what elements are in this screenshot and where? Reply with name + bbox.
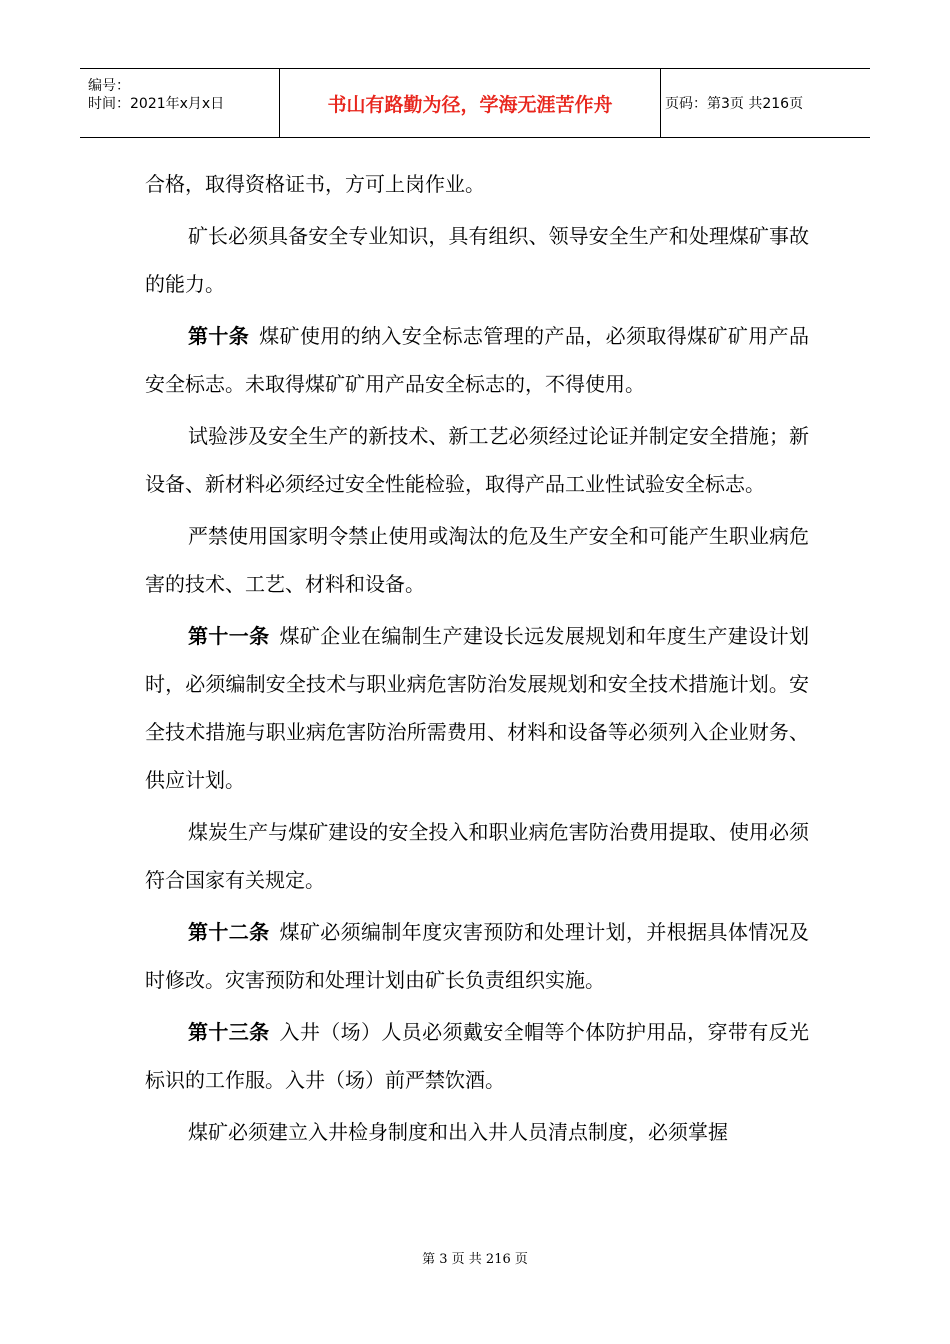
article-number: 第十三条 (188, 1020, 270, 1044)
paragraph-text: 严禁使用国家明令禁止使用或淘汰的危及生产安全和可能产生职业病危害的技术、工艺、材料和设备。 (145, 524, 809, 596)
document-body (145, 160, 809, 1160)
paragraph (145, 612, 809, 804)
paragraph (145, 212, 809, 308)
paragraph-text: 煤炭生产与煤矿建设的安全投入和职业病危害防治费用提取、使用必须符合国家有关规定。 (145, 820, 809, 892)
paragraph (145, 1108, 809, 1156)
header-meta-cell (80, 69, 280, 137)
article-number: 第十条 (188, 324, 250, 348)
paragraph-text: 合格，取得资格证书，方可上岗作业。 (145, 172, 485, 196)
page-footer (0, 1248, 950, 1267)
paragraph (145, 908, 809, 1004)
paragraph-text: 煤矿使用的纳入安全标志管理的产品，必须取得煤矿矿用产品安全标志。未取得煤矿矿用产品安全标志的，不得使用。 (145, 324, 810, 396)
paragraph-text: 试验涉及安全生产的新技术、新工艺必须经过论证并制定安全措施；新设备、新材料必须经过安全性能检验，取得产品工业性试验安全标志。 (145, 424, 809, 496)
header-motto: 书山有路勤为径，学海无涯苦作舟 (327, 93, 613, 116)
paragraph-text: 煤矿企业在编制生产建设长远发展规划和年度生产建设计划时，必须编制安全技术与职业病危害防治发展规划和安全技术措施计划。安全技术措施与职业病危害防治所需费用、材料和设备等必须列入企业财务、供应计划。 (145, 624, 810, 792)
paragraph (145, 160, 809, 208)
paragraph (145, 512, 809, 608)
paragraph-text: 煤矿必须建立入井检身制度和出入井人员清点制度，必须掌握 (188, 1120, 728, 1144)
footer-page-number: 第 3 页 共 216 页 (422, 1252, 528, 1267)
paragraph-text: 煤矿必须编制年度灾害预防和处理计划，并根据具体情况及时修改。灾害预防和处理计划由矿长负责组织实施。 (145, 920, 810, 992)
paragraph (145, 312, 809, 408)
article-number: 第十二条 (188, 920, 270, 944)
article-number: 第十一条 (188, 624, 270, 648)
paragraph (145, 1008, 809, 1104)
paragraph (145, 412, 809, 508)
paragraph-text: 入井（场）人员必须戴安全帽等个体防护用品，穿带有反光标识的工作服。入井（场）前严禁饮酒。 (145, 1020, 810, 1092)
document-number-label: 编号： (88, 78, 130, 94)
header-page-info: 页码：第3页 共216页 (665, 96, 804, 112)
page-header (80, 68, 870, 138)
document-date-label: 时间：2021年x月x日 (88, 96, 225, 112)
paragraph-text: 矿长必须具备安全专业知识，具有组织、领导安全生产和处理煤矿事故的能力。 (145, 224, 809, 296)
header-page-cell (661, 69, 870, 137)
paragraph (145, 808, 809, 904)
header-motto-cell (280, 69, 661, 137)
